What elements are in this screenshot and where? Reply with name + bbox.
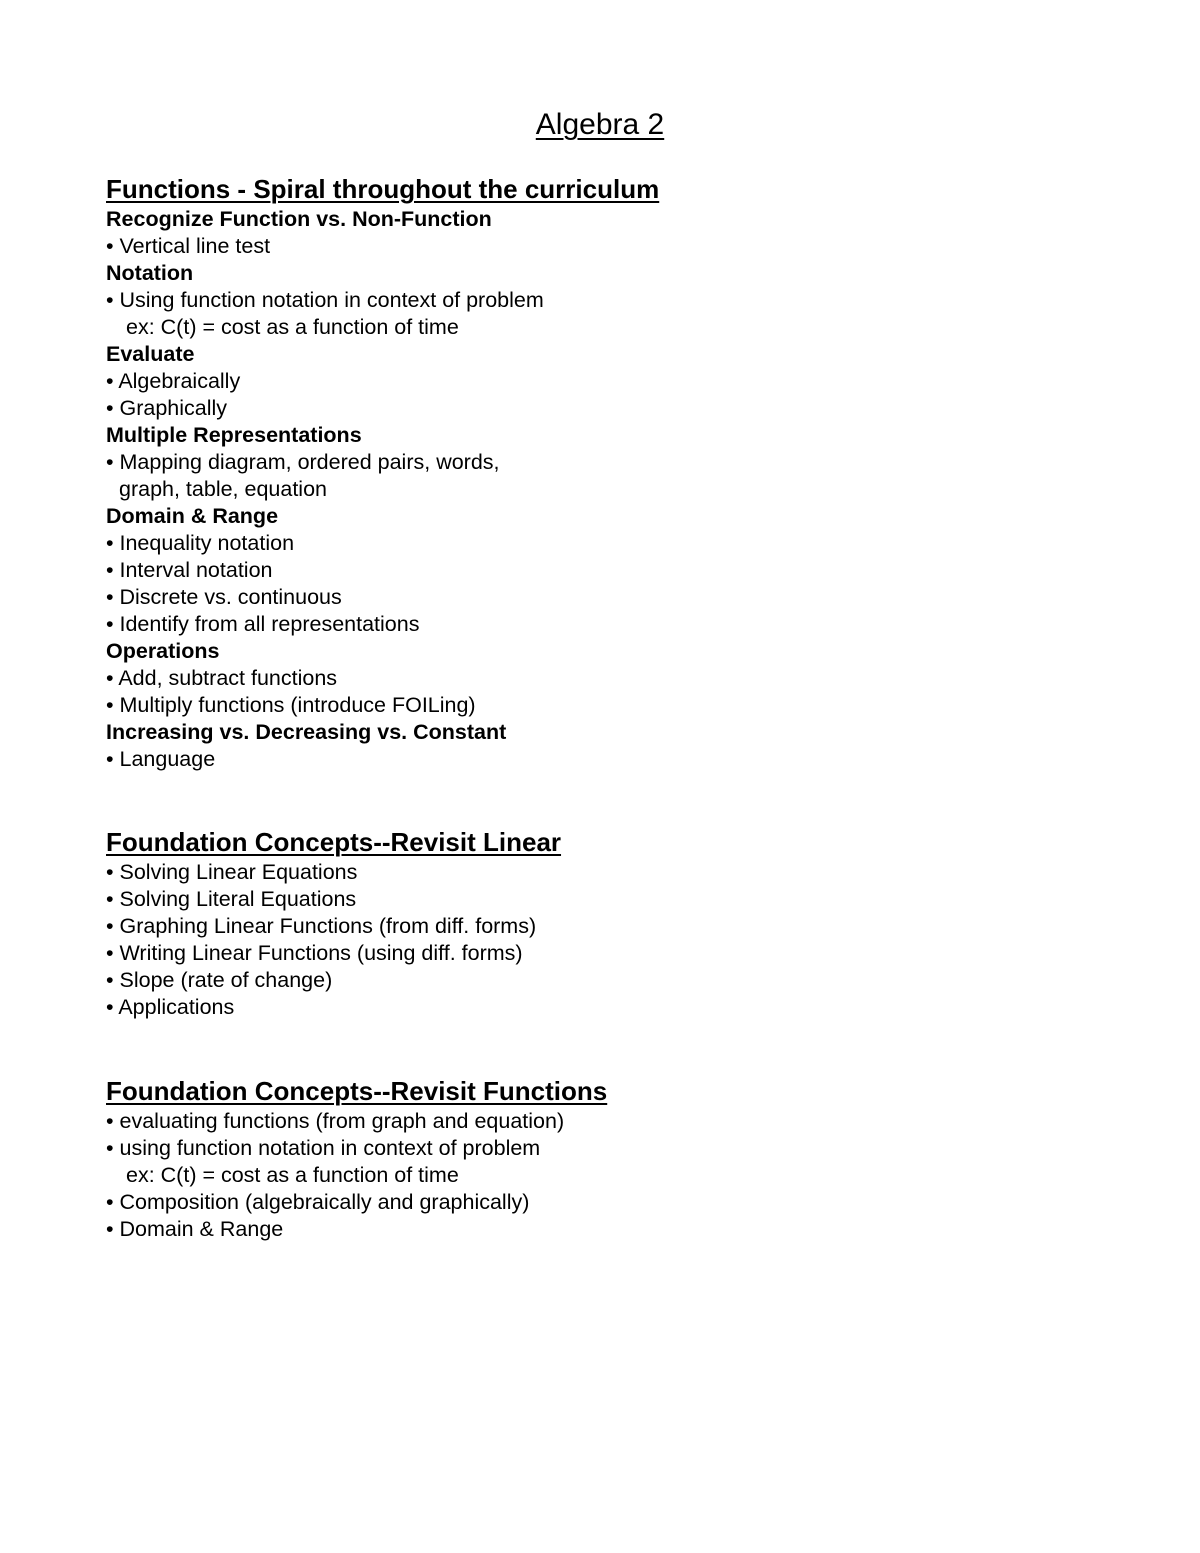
bullet-line: • using function notation in context of problem	[106, 1136, 541, 1160]
section-heading: Foundation Concepts--Revisit Linear	[106, 827, 562, 857]
bullet-line: • Discrete vs. continuous	[106, 585, 342, 609]
section-functions	[106, 172, 1106, 773]
continuation-line: graph, table, equation	[119, 477, 327, 501]
bullet-line: • Domain & Range	[106, 1217, 284, 1241]
bullet-line: • Graphically	[106, 396, 228, 420]
document-body	[106, 172, 1106, 1243]
bullet-line: • Using function notation in context of problem	[106, 288, 544, 312]
section-heading: Foundation Concepts--Revisit Functions	[106, 1076, 608, 1106]
subsection-heading: Operations	[106, 639, 220, 663]
bullet-line: • Interval notation	[106, 558, 273, 582]
bullet-line: • Inequality notation	[106, 531, 295, 555]
bullet-line: • Solving Literal Equations	[106, 887, 357, 911]
bullet-line: • Solving Linear Equations	[106, 860, 358, 884]
bullet-line: • Composition (algebraically and graphically)	[106, 1190, 530, 1214]
example-line: ex: C(t) = cost as a function of time	[126, 1163, 459, 1187]
section-spacer	[106, 1021, 1106, 1074]
bullet-line: • Algebraically	[106, 369, 241, 393]
bullet-line: • Writing Linear Functions (using diff. forms)	[106, 941, 523, 965]
subsection-heading: Increasing vs. Decreasing vs. Constant	[106, 720, 507, 744]
subsection-heading: Domain & Range	[106, 504, 279, 528]
bullet-line: • Vertical line test	[106, 234, 271, 258]
subsection-heading: Notation	[106, 261, 194, 285]
section-heading: Functions - Spiral throughout the curriculum	[106, 174, 660, 204]
bullet-line: • Language	[106, 747, 216, 771]
bullet-line: • evaluating functions (from graph and equation)	[106, 1109, 565, 1133]
bullet-line: • Multiply functions (introduce FOILing)	[106, 693, 476, 717]
bullet-line: • Identify from all representations	[106, 612, 420, 636]
subsection-heading: Recognize Function vs. Non-Function	[106, 207, 492, 231]
bullet-line: • Applications	[106, 995, 235, 1019]
bullet-line: • Mapping diagram, ordered pairs, words,	[106, 450, 500, 474]
subsection-heading: Multiple Representations	[106, 423, 362, 447]
bullet-line: • Add, subtract functions	[106, 666, 338, 690]
section-revisit-functions	[106, 1074, 1106, 1243]
bullet-line: • Slope (rate of change)	[106, 968, 333, 992]
example-line: ex: C(t) = cost as a function of time	[126, 315, 459, 339]
bullet-line: • Graphing Linear Functions (from diff. forms)	[106, 914, 537, 938]
document-title: Algebra 2	[535, 108, 665, 141]
section-spacer	[106, 773, 1106, 825]
section-revisit-linear	[106, 825, 1106, 1021]
subsection-heading: Evaluate	[106, 342, 195, 366]
